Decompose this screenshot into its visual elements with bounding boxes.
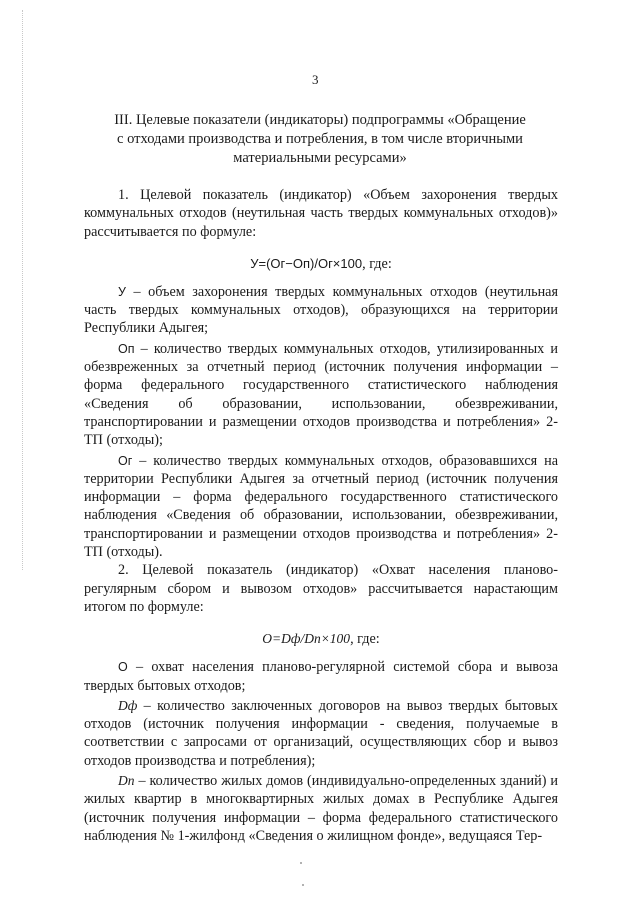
definition-symbol: У [118, 284, 126, 299]
definition-symbol: О [118, 660, 128, 675]
heading-line: материальными ресурсами» [233, 150, 407, 166]
definition-text: – количество жилых домов (индивидуально-определенных зданий) и жилых квартир в многоквартирных жилых домах в Республике Адыгея (источник получения информации – форма федерального статистического наблюдения № 1-жилфонд «Сведения о жилищном фонде», ведущаяся Тер- [84, 773, 558, 844]
formula-1-expression: У=(Ог−Оп)/Ог×100 [250, 255, 363, 271]
definition-text: – охват населения планово-регулярной системой сбора и вывоза твердых бытовых отходов; [84, 659, 558, 694]
definition-text: – объем захоронения твердых коммунальных отходов (неутильная часть твердых коммунальных отходов), образующихся на территории Республики Адыгея; [84, 283, 558, 337]
definition-paragraph [84, 283, 558, 338]
heading-line: III. Целевые показатели (индикаторы) подпрограммы «Обращение [114, 112, 526, 128]
definition-symbol: Dn [118, 773, 135, 789]
formula-2-tail: , где: [350, 631, 380, 648]
definition-paragraph [84, 772, 558, 845]
definition-text: – количество заключенных договоров на вывоз твердых бытовых отходов (источник получения информации - сведения, получаемые в соответствии с запросами от организаций, осуществляющих сбор и вывоз отходов производства и потребления); [84, 697, 558, 769]
definition-text: – количество твердых коммунальных отходов, образовавшихся на территории Республики Адыгея за отчетный период (источник получения информации – форма федерального государственного статистического наблюдения «Сведения об образовании, использовании, обезвреживании, транспортировании и размещении отходов производства и потребления» 2-ТП (отходы). [84, 452, 558, 561]
formula-1 [84, 255, 558, 273]
definition-paragraph [84, 340, 558, 450]
document-body [84, 186, 558, 845]
formula-1-tail: , где: [362, 255, 392, 272]
indicator-1-intro: 1. Целевой показатель (индикатор) «Объем захоронения твердых коммунальных отходов (неутильная часть твердых коммунальных отходов)» рассчитывается по формуле: [84, 187, 558, 240]
scan-speck [302, 884, 304, 886]
scan-binding-edge [22, 10, 23, 570]
definition-symbol: Dф [118, 697, 138, 713]
heading-line: с отходами производства и потребления, в том числе вторичными [117, 131, 523, 147]
formula-2-expression: О=Dф/Dn×100 [262, 631, 351, 647]
definition-paragraph [84, 452, 558, 562]
definition-symbol: Ог [118, 453, 133, 468]
scan-speck [300, 862, 302, 864]
formula-2 [84, 630, 558, 648]
indicator-2-intro: 2. Целевой показатель (индикатор) «Охват населения планово-регулярным сбором и вывозом отходов» рассчитывается нарастающим итогом по формуле: [84, 562, 558, 615]
definition-paragraph [84, 697, 558, 770]
page-number: 3 [312, 72, 319, 87]
section-heading [100, 111, 540, 168]
definition-symbol: Оп [118, 341, 135, 356]
definition-paragraph [84, 658, 558, 695]
definition-text: – количество твердых коммунальных отходов, утилизированных и обезвреженных за отчетный период (источник получения информации – форма федерального государственного статистического наблюдения «Сведения об образовании, использовании, обезвреживании, транспортировании и размещении отходов производства и потребления» 2-ТП (отходы); [84, 340, 558, 449]
